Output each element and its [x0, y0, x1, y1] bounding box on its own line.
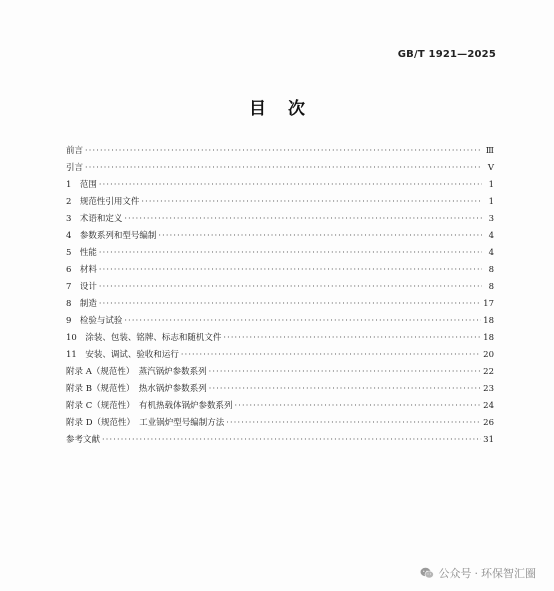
toc-entry-label: 10 涂装、包装、铭牌、标志和随机文件 [66, 333, 222, 343]
toc-entry-page: 17 [483, 299, 494, 309]
toc-leader-dots [99, 278, 482, 295]
toc-entry[interactable] [66, 295, 494, 312]
toc-leader-dots [209, 363, 482, 380]
toc-leader-dots [141, 193, 482, 210]
toc-leader-dots [226, 414, 481, 431]
table-of-contents [66, 142, 494, 448]
toc-entry[interactable] [66, 261, 494, 278]
toc-entry-label: 11 安装、调试、验收和运行 [66, 350, 179, 360]
toc-entry-page: 4 [488, 231, 494, 241]
toc-entry-page: 22 [483, 367, 494, 377]
toc-entry-page: 3 [488, 214, 494, 224]
toc-leader-dots [99, 244, 482, 261]
toc-entry[interactable] [66, 346, 494, 363]
toc-entry-label: 附录 A（规范性） 蒸汽锅炉参数系列 [66, 367, 207, 377]
toc-title: 目次 [249, 99, 327, 119]
toc-entry[interactable] [66, 244, 494, 261]
toc-leader-dots [223, 329, 481, 346]
watermark-name: 环保智汇圈 [481, 567, 536, 580]
toc-entry[interactable] [66, 210, 494, 227]
watermark-separator: · [474, 566, 478, 580]
toc-entry-label: 4 参数系列和型号编制 [66, 231, 157, 241]
toc-leader-dots [209, 380, 481, 397]
toc-entry[interactable] [66, 380, 494, 397]
toc-entry-label: 6 材料 [66, 265, 97, 275]
toc-leader-dots [99, 176, 482, 193]
toc-leader-dots [124, 210, 482, 227]
toc-leader-dots [158, 227, 482, 244]
toc-entry[interactable] [66, 329, 494, 346]
toc-entry-label: 5 性能 [66, 248, 97, 258]
toc-entry[interactable] [66, 363, 494, 380]
toc-entry[interactable] [66, 312, 494, 329]
toc-entry-page: 24 [483, 401, 494, 411]
toc-entry-label: 8 制造 [66, 299, 97, 309]
toc-leader-dots [234, 397, 481, 414]
toc-entry[interactable] [66, 397, 494, 414]
toc-entry-label: 附录 D（规范性） 工业锅炉型号编制方法 [66, 418, 225, 428]
toc-entry-page: 4 [488, 248, 494, 258]
toc-entry-label: 1 范围 [66, 180, 97, 190]
toc-entry[interactable] [66, 159, 494, 176]
watermark-prefix: 公众号 [438, 567, 472, 580]
toc-entry[interactable] [66, 142, 494, 159]
toc-entry-page: 1 [488, 197, 494, 207]
toc-entry-label: 前言 [66, 146, 84, 156]
toc-entry-page: Ⅲ [485, 146, 494, 156]
toc-leader-dots [99, 261, 482, 278]
toc-entry-page: Ⅴ [487, 163, 494, 173]
toc-entry-page: 8 [488, 265, 494, 275]
toc-entry-page: 18 [483, 333, 494, 343]
toc-entry[interactable] [66, 227, 494, 244]
toc-entry-label: 3 术语和定义 [66, 214, 123, 224]
toc-leader-dots [85, 142, 482, 159]
toc-entry-label: 7 设计 [66, 282, 97, 292]
toc-entry-label: 2 规范性引用文件 [66, 197, 140, 207]
toc-entry-page: 20 [483, 350, 494, 360]
toc-entry-page: 23 [483, 384, 494, 394]
toc-leader-dots [181, 346, 481, 363]
toc-entry-page: 18 [483, 316, 494, 326]
toc-entry[interactable] [66, 193, 494, 210]
toc-entry-page: 31 [483, 435, 494, 445]
toc-entry-label: 附录 B（规范性） 热水锅炉参数系列 [66, 384, 207, 394]
toc-entry-label: 9 检验与试验 [66, 316, 123, 326]
toc-leader-dots [85, 159, 482, 176]
toc-entry-page: 1 [488, 180, 494, 190]
toc-entry-label: 附录 C（规范性） 有机热载体锅炉参数系列 [66, 401, 233, 411]
toc-entry-page: 8 [488, 282, 494, 292]
toc-entry[interactable] [66, 278, 494, 295]
toc-entry-label: 引言 [66, 163, 84, 173]
toc-entry-label: 参考文献 [66, 435, 101, 445]
toc-entry-page: 26 [483, 418, 494, 428]
wechat-icon [420, 567, 434, 579]
toc-entry[interactable] [66, 176, 494, 193]
toc-leader-dots [124, 312, 481, 329]
toc-entry[interactable] [66, 414, 494, 431]
watermark [420, 565, 537, 581]
toc-entry[interactable] [66, 431, 494, 448]
toc-leader-dots [102, 431, 481, 448]
standard-code: GB/T 1921—2025 [397, 49, 496, 60]
toc-leader-dots [99, 295, 481, 312]
